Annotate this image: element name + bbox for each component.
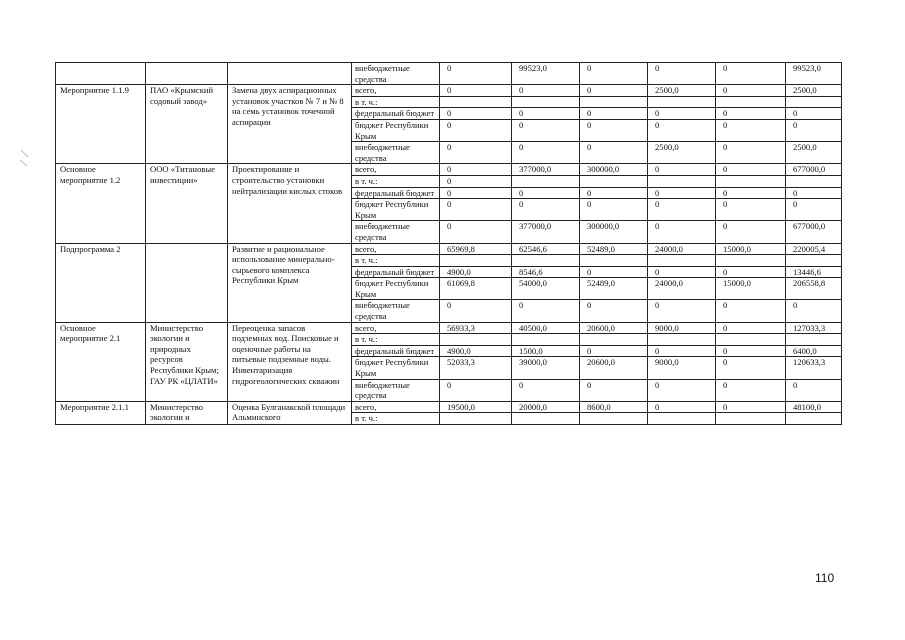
funding-source-cell: федеральный бюджет	[352, 345, 440, 357]
table-row	[56, 243, 842, 255]
amount-cell: 0	[580, 199, 648, 221]
amount-cell: 0	[512, 199, 580, 221]
amount-cell: 0	[512, 119, 580, 141]
funding-source-cell: внебюджетные средства	[352, 142, 440, 164]
amount-cell: 8600,0	[580, 401, 648, 413]
table-row	[56, 164, 842, 176]
total-cell: 0	[786, 379, 842, 401]
amount-cell: 0	[440, 142, 512, 164]
amount-cell: 0	[440, 379, 512, 401]
amount-cell: 40500,0	[512, 322, 580, 334]
description-cell: Развитие и рациональное использование минерально-сырьевого комплекса Республики Крым	[228, 243, 352, 322]
total-cell: 0	[786, 108, 842, 120]
amount-cell: 0	[648, 401, 716, 413]
amount-cell	[580, 413, 648, 425]
funding-source-cell: бюджет Республики Крым	[352, 357, 440, 379]
amount-cell: 0	[440, 199, 512, 221]
amount-cell	[580, 255, 648, 267]
amount-cell: 0	[440, 175, 512, 187]
table-row	[56, 322, 842, 334]
amount-cell: 0	[440, 164, 512, 176]
total-cell: 99523,0	[786, 63, 842, 85]
amount-cell: 20600,0	[580, 322, 648, 334]
amount-cell: 0	[648, 119, 716, 141]
funding-source-cell: внебюджетные средства	[352, 221, 440, 243]
amount-cell	[512, 255, 580, 267]
amount-cell: 0	[580, 85, 648, 97]
amount-cell: 0	[648, 63, 716, 85]
amount-cell: 0	[512, 379, 580, 401]
amount-cell: 0	[440, 63, 512, 85]
amount-cell	[440, 334, 512, 346]
total-cell: 0	[786, 187, 842, 199]
executor-cell: Министерство экологии и	[146, 401, 228, 424]
amount-cell	[440, 413, 512, 425]
amount-cell	[648, 255, 716, 267]
amount-cell: 0	[648, 345, 716, 357]
total-cell: 48100,0	[786, 401, 842, 413]
amount-cell: 0	[580, 119, 648, 141]
amount-cell: 0	[716, 63, 786, 85]
amount-cell	[716, 96, 786, 108]
amount-cell: 0	[716, 142, 786, 164]
funding-source-cell: всего,	[352, 164, 440, 176]
total-cell	[786, 96, 842, 108]
amount-cell: 0	[716, 187, 786, 199]
amount-cell: 52489,0	[580, 243, 648, 255]
total-cell	[786, 413, 842, 425]
amount-cell	[580, 334, 648, 346]
amount-cell: 0	[580, 108, 648, 120]
amount-cell: 0	[512, 85, 580, 97]
amount-cell: 2500,0	[648, 85, 716, 97]
amount-cell	[512, 175, 580, 187]
amount-cell: 0	[716, 119, 786, 141]
amount-cell: 15000,0	[716, 243, 786, 255]
funding-source-cell: всего,	[352, 243, 440, 255]
executor-cell: ПАО «Крымский содовый завод»	[146, 85, 228, 164]
funding-source-cell: бюджет Республики Крым	[352, 278, 440, 300]
amount-cell: 300000,0	[580, 164, 648, 176]
amount-cell	[716, 334, 786, 346]
amount-cell: 0	[716, 345, 786, 357]
amount-cell: 0	[580, 379, 648, 401]
amount-cell: 377000,0	[512, 221, 580, 243]
description-cell: Оценка Булганакской площади Альминского	[228, 401, 352, 424]
amount-cell: 0	[440, 85, 512, 97]
funding-source-cell: всего,	[352, 85, 440, 97]
total-cell: 677000,0	[786, 221, 842, 243]
amount-cell: 54000,0	[512, 278, 580, 300]
amount-cell: 0	[648, 221, 716, 243]
amount-cell: 0	[440, 187, 512, 199]
budget-table	[55, 62, 842, 425]
amount-cell	[648, 334, 716, 346]
amount-cell: 0	[716, 108, 786, 120]
amount-cell: 20600,0	[580, 357, 648, 379]
amount-cell: 0	[440, 119, 512, 141]
total-cell: 120633,3	[786, 357, 842, 379]
amount-cell: 9000,0	[648, 357, 716, 379]
amount-cell: 0	[580, 300, 648, 322]
amount-cell: 0	[512, 300, 580, 322]
funding-source-cell: внебюджетные средства	[352, 63, 440, 85]
amount-cell	[512, 334, 580, 346]
total-cell: 13446,6	[786, 266, 842, 278]
amount-cell: 377000,0	[512, 164, 580, 176]
amount-cell	[512, 96, 580, 108]
executor-cell: ООО «Титановые инвестиции»	[146, 164, 228, 243]
amount-cell: 4900,0	[440, 345, 512, 357]
amount-cell	[580, 96, 648, 108]
amount-cell: 0	[648, 108, 716, 120]
total-cell: 0	[786, 119, 842, 141]
amount-cell: 9000,0	[648, 322, 716, 334]
description-cell: Замена двух аспирационных установок участков № 7 и № 8 на семь установок точечной аспирации	[228, 85, 352, 164]
amount-cell: 0	[440, 221, 512, 243]
total-cell: 0	[786, 199, 842, 221]
amount-cell: 0	[648, 379, 716, 401]
amount-cell	[648, 96, 716, 108]
scan-artifact-mark	[18, 148, 32, 168]
total-cell: 127033,3	[786, 322, 842, 334]
amount-cell: 62546,6	[512, 243, 580, 255]
amount-cell: 0	[716, 322, 786, 334]
total-cell	[786, 255, 842, 267]
amount-cell: 0	[580, 266, 648, 278]
amount-cell: 61069,8	[440, 278, 512, 300]
amount-cell: 8546,6	[512, 266, 580, 278]
funding-source-cell: бюджет Республики Крым	[352, 119, 440, 141]
page-number: 110	[815, 571, 835, 585]
funding-source-cell: в т. ч.:	[352, 334, 440, 346]
funding-source-cell: в т. ч.:	[352, 255, 440, 267]
amount-cell	[648, 413, 716, 425]
table-row	[56, 63, 842, 85]
amount-cell	[716, 255, 786, 267]
amount-cell: 0	[648, 187, 716, 199]
table-row	[56, 401, 842, 413]
description-cell: Переоценка запасов подземных вод. Поисковые и оценочные работы на питьевые подземные воды. Инвентаризация гидрогеологических скважин	[228, 322, 352, 401]
amount-cell: 20000,0	[512, 401, 580, 413]
amount-cell: 56933,3	[440, 322, 512, 334]
amount-cell: 0	[716, 300, 786, 322]
amount-cell	[648, 175, 716, 187]
total-cell: 2500,0	[786, 85, 842, 97]
total-cell: 677000,0	[786, 164, 842, 176]
amount-cell: 65969,8	[440, 243, 512, 255]
funding-source-cell: всего,	[352, 401, 440, 413]
amount-cell: 0	[716, 357, 786, 379]
amount-cell: 0	[648, 199, 716, 221]
amount-cell: 0	[580, 142, 648, 164]
amount-cell	[716, 175, 786, 187]
amount-cell	[440, 255, 512, 267]
amount-cell: 0	[512, 187, 580, 199]
measure-name-cell: Основное мероприятие 2.1	[56, 322, 146, 401]
amount-cell: 0	[716, 401, 786, 413]
amount-cell: 300000,0	[580, 221, 648, 243]
amount-cell: 0	[716, 379, 786, 401]
total-cell: 206558,8	[786, 278, 842, 300]
description-cell	[228, 63, 352, 85]
amount-cell: 0	[716, 85, 786, 97]
amount-cell	[580, 175, 648, 187]
measure-name-cell: Основное мероприятие 1.2	[56, 164, 146, 243]
measure-name-cell: Мероприятие 2.1.1	[56, 401, 146, 424]
funding-source-cell: федеральный бюджет	[352, 187, 440, 199]
amount-cell: 0	[580, 63, 648, 85]
amount-cell: 0	[716, 221, 786, 243]
funding-source-cell: в т. ч.:	[352, 175, 440, 187]
measure-name-cell	[56, 63, 146, 85]
total-cell: 2500,0	[786, 142, 842, 164]
funding-source-cell: в т. ч.:	[352, 96, 440, 108]
amount-cell: 0	[648, 300, 716, 322]
amount-cell: 0	[512, 108, 580, 120]
funding-source-cell: федеральный бюджет	[352, 266, 440, 278]
funding-source-cell: внебюджетные средства	[352, 300, 440, 322]
measure-name-cell: Подпрограмма 2	[56, 243, 146, 322]
amount-cell: 19500,0	[440, 401, 512, 413]
amount-cell	[716, 413, 786, 425]
amount-cell: 0	[648, 266, 716, 278]
amount-cell: 0	[716, 164, 786, 176]
amount-cell: 24000,0	[648, 243, 716, 255]
total-cell: 0	[786, 300, 842, 322]
executor-cell: Министерство экологии и природных ресурсов Республики Крым; ГАУ РК «ЦЛАТИ»	[146, 322, 228, 401]
measure-name-cell: Мероприятие 1.1.9	[56, 85, 146, 164]
total-cell	[786, 175, 842, 187]
amount-cell: 0	[648, 164, 716, 176]
amount-cell: 15000,0	[716, 278, 786, 300]
funding-source-cell: внебюджетные средства	[352, 379, 440, 401]
table-row	[56, 85, 842, 97]
amount-cell: 0	[580, 187, 648, 199]
executor-cell	[146, 63, 228, 85]
amount-cell: 52489,0	[580, 278, 648, 300]
funding-source-cell: федеральный бюджет	[352, 108, 440, 120]
amount-cell	[512, 413, 580, 425]
amount-cell: 39000,0	[512, 357, 580, 379]
funding-source-cell: бюджет Республики Крым	[352, 199, 440, 221]
amount-cell: 0	[716, 266, 786, 278]
amount-cell: 2500,0	[648, 142, 716, 164]
amount-cell	[440, 96, 512, 108]
amount-cell: 24000,0	[648, 278, 716, 300]
funding-source-cell: всего,	[352, 322, 440, 334]
total-cell: 6400,0	[786, 345, 842, 357]
amount-cell: 0	[716, 199, 786, 221]
description-cell: Проектирование и строительство установки нейтрализации кислых стоков	[228, 164, 352, 243]
amount-cell: 0	[440, 108, 512, 120]
amount-cell: 4900,0	[440, 266, 512, 278]
amount-cell: 99523,0	[512, 63, 580, 85]
amount-cell: 1500,0	[512, 345, 580, 357]
funding-source-cell: в т. ч.:	[352, 413, 440, 425]
executor-cell	[146, 243, 228, 322]
total-cell	[786, 334, 842, 346]
amount-cell: 52033,3	[440, 357, 512, 379]
amount-cell: 0	[580, 345, 648, 357]
amount-cell: 0	[440, 300, 512, 322]
total-cell: 220005,4	[786, 243, 842, 255]
amount-cell: 0	[512, 142, 580, 164]
